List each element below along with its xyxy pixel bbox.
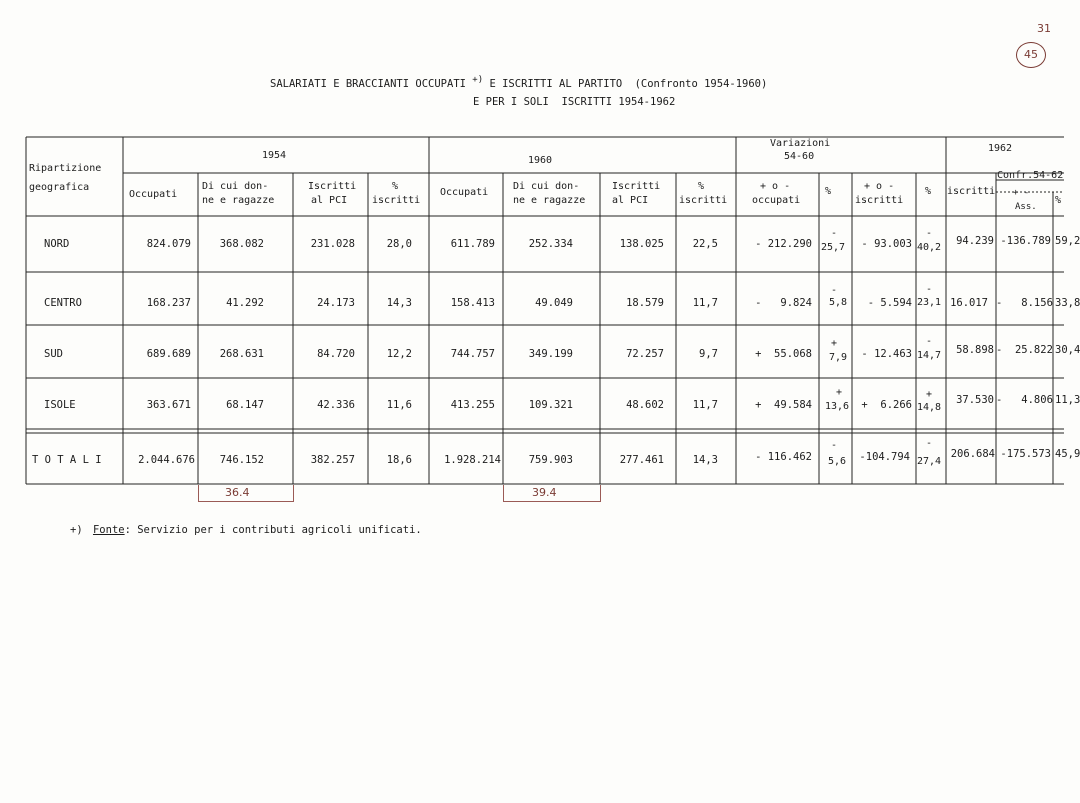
cell-occupati-1954: 363.671 [146, 399, 191, 411]
cell-pct-1954: 28,0 [386, 238, 412, 250]
title-line-1: SALARIATI E BRACCIANTI OCCUPATI +) E ISCRITTI AL PARTITO (Confronto 1954-1960) [270, 75, 768, 90]
cell-var-iscritti: + 6.266 [861, 399, 912, 411]
header-year-1954: 1954 [262, 150, 287, 161]
cell-pct-1954: 11,6 [386, 399, 412, 411]
cell-donne-1960: 759.903 [528, 454, 573, 466]
cell-iscritti-1960: 18.579 [626, 297, 664, 309]
cell-var-occupati-pct: 5,8 [829, 297, 848, 308]
header-pct-1960-sym: % [698, 181, 705, 192]
cell-var-iscritti-pct: 27,4 [917, 456, 942, 467]
cell-var-iscritti-sign: + [926, 389, 933, 400]
cell-pct-1960: 9,7 [699, 348, 718, 360]
cell-iscritti-1960: 138.025 [619, 238, 664, 250]
cell-var-occupati: - 116.462 [755, 451, 812, 463]
header-var-iscritti-a: + o - [864, 181, 895, 192]
cell-var-iscritti-pct: 14,8 [917, 402, 942, 413]
header-var-iscritti-pct: % [925, 186, 932, 197]
cell-donne-1960: 49.049 [535, 297, 573, 309]
cell-var-occupati-sign: + [836, 387, 843, 398]
cell-donne-1960: 252.334 [528, 238, 573, 250]
cell-pct-1954: 18,6 [386, 454, 412, 466]
header-occupati-1960: Occupati [440, 187, 489, 198]
header-ass: Ass. [1015, 202, 1037, 212]
header-donne-1954-b: ne e ragazze [202, 195, 275, 206]
cell-var-iscritti-pct: 14,7 [917, 350, 942, 361]
cell-donne-1954: 746.152 [219, 454, 264, 466]
row-label: CENTRO [44, 297, 82, 309]
cell-pct-1960: 11,7 [692, 399, 718, 411]
header-year-1960: 1960 [528, 155, 553, 166]
row-label: T O T A L I [32, 454, 102, 466]
header-year-1962: 1962 [988, 143, 1013, 154]
header-variazioni: Variazioni [770, 138, 831, 149]
handwritten-box-1954 [198, 485, 294, 502]
cell-occupati-1960: 611.789 [450, 238, 495, 250]
cell-iscritti-1962: 16.017 [950, 297, 988, 309]
header-pct-1954-sym: % [392, 181, 399, 192]
cell-var-occupati-sign: - [831, 285, 838, 296]
cell-donne-1954: 68.147 [226, 399, 264, 411]
header-var-occupati-a: + o - [760, 181, 791, 192]
cell-var-iscritti: - 5.594 [867, 297, 912, 309]
handwritten-pct-1954: 36.4 [225, 486, 250, 499]
header-iscritti-1954-a: Iscritti [308, 181, 357, 192]
cell-iscritti-1954: 231.028 [310, 238, 355, 250]
header-iscritti-1962: iscritti [947, 186, 996, 197]
cell-var-iscritti-sign: - [926, 228, 933, 239]
cell-var-occupati: + 55.068 [755, 348, 812, 360]
row-label: ISOLE [44, 399, 76, 411]
cell-var-occupati-sign: - [831, 228, 838, 239]
cell-donne-1954: 41.292 [226, 297, 264, 309]
cell-confronto-ass: - 4.806 [996, 394, 1053, 406]
cell-var-occupati-pct: 5,6 [828, 456, 847, 467]
cell-var-iscritti-pct: 40,2 [917, 242, 942, 253]
cell-donne-1954: 268.631 [219, 348, 264, 360]
header-donne-1960-a: Di cui don- [513, 181, 580, 192]
cell-occupati-1954: 2.044.676 [138, 454, 195, 466]
cell-var-occupati: - 212.290 [755, 238, 812, 250]
cell-occupati-1960: 413.255 [450, 399, 495, 411]
header-variazioni-range: 54-60 [784, 151, 815, 162]
header-var-occupati-b: occupati [752, 195, 801, 206]
circled-page-number: 45 [1016, 42, 1046, 68]
cell-iscritti-1954: 24.173 [317, 297, 355, 309]
cell-iscritti-1960: 72.257 [626, 348, 664, 360]
cell-var-occupati-sign: + [831, 338, 838, 349]
row-label: SUD [44, 348, 63, 360]
cell-pct-1960: 14,3 [692, 454, 718, 466]
cell-donne-1954: 368.082 [219, 238, 264, 250]
cell-pct-1954: 12,2 [386, 348, 412, 360]
cell-occupati-1960: 158.413 [450, 297, 495, 309]
cell-var-iscritti-pct: 23,1 [917, 297, 942, 308]
cell-var-occupati: - 9.824 [755, 297, 812, 309]
header-var-iscritti-b: iscritti [855, 195, 904, 206]
cell-var-occupati-pct: 7,9 [829, 352, 848, 363]
cell-iscritti-1962: 206.684 [950, 448, 995, 460]
header-pct-1954-word: iscritti [372, 195, 421, 206]
cell-occupati-1960: 744.757 [450, 348, 495, 360]
header-pct-1960-word: iscritti [679, 195, 728, 206]
cell-iscritti-1960: 48.602 [626, 399, 664, 411]
cell-var-iscritti-sign: - [926, 284, 933, 295]
row-label: NORD [44, 238, 70, 250]
cell-iscritti-1954: 382.257 [310, 454, 355, 466]
header-occupati-1954: Occupati [129, 189, 178, 200]
title-line-2: E PER I SOLI ISCRITTI 1954-1962 [473, 96, 676, 108]
cell-var-iscritti-sign: - [926, 438, 933, 449]
header-donne-1960-b: ne e ragazze [513, 195, 586, 206]
cell-confronto-ass: -175.573 [1000, 448, 1051, 460]
cell-var-iscritti: - 12.463 [861, 348, 912, 360]
cell-confronto-pct: 59,2 [1055, 235, 1080, 247]
cell-occupati-1954: 689.689 [146, 348, 191, 360]
handwritten-page-number: 31 [1037, 22, 1051, 35]
cell-occupati-1954: 168.237 [146, 297, 191, 309]
cell-var-iscritti: -104.794 [859, 451, 910, 463]
cell-confronto-pct: 30,4 [1055, 344, 1080, 356]
cell-iscritti-1962: 94.239 [956, 235, 994, 247]
cell-confronto-pct: 33,8 [1055, 297, 1080, 309]
cell-occupati-1954: 824.079 [146, 238, 191, 250]
header-confronto-sign: + - [1013, 188, 1030, 198]
cell-iscritti-1954: 42.336 [317, 399, 355, 411]
handwritten-pct-1960: 39.4 [532, 486, 557, 499]
header-geografica: geografica [29, 182, 90, 193]
cell-pct-1960: 11,7 [692, 297, 718, 309]
cell-var-iscritti-sign: - [926, 336, 933, 347]
cell-pct-1954: 14,3 [386, 297, 412, 309]
header-confronto-pct: % [1055, 195, 1062, 206]
cell-var-occupati: + 49.584 [755, 399, 812, 411]
cell-donne-1960: 109.321 [528, 399, 573, 411]
cell-donne-1960: 349.199 [528, 348, 573, 360]
header-ripartizione: Ripartizione [29, 163, 102, 174]
cell-confronto-ass: -136.789 [1000, 235, 1051, 247]
header-iscritti-1954-b: al PCI [311, 195, 348, 206]
header-iscritti-1960-b: al PCI [612, 195, 649, 206]
cell-iscritti-1962: 37.530 [956, 394, 994, 406]
cell-var-occupati-pct: 25,7 [821, 242, 846, 253]
footnote: +) Fonte: Servizio per i contributi agricoli unificati. [70, 524, 422, 536]
header-donne-1954-a: Di cui don- [202, 181, 269, 192]
cell-iscritti-1954: 84.720 [317, 348, 355, 360]
cell-iscritti-1960: 277.461 [619, 454, 664, 466]
cell-confronto-pct: 11,3 [1055, 394, 1080, 406]
header-confronto: Confr.54-62 [997, 170, 1064, 181]
header-iscritti-1960-a: Iscritti [612, 181, 661, 192]
cell-pct-1960: 22,5 [692, 238, 718, 250]
cell-var-iscritti: - 93.003 [861, 238, 912, 250]
cell-confronto-ass: - 8.156 [996, 297, 1053, 309]
cell-confronto-pct: 45,9 [1055, 448, 1080, 460]
header-var-occupati-pct: % [825, 186, 832, 197]
cell-var-occupati-sign: - [831, 440, 838, 451]
cell-iscritti-1962: 58.898 [956, 344, 994, 356]
cell-confronto-ass: - 25.822 [996, 344, 1053, 356]
cell-occupati-1960: 1.928.214 [444, 454, 501, 466]
handwritten-box-1960 [503, 485, 601, 502]
cell-var-occupati-pct: 13,6 [825, 401, 850, 412]
